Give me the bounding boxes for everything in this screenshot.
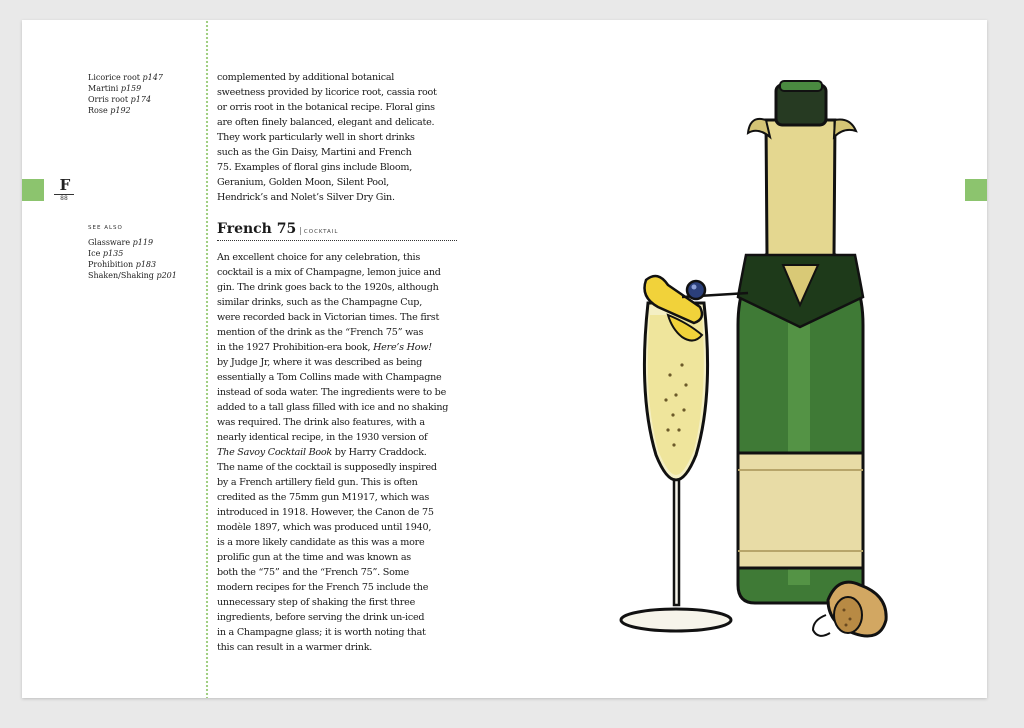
text-line: complemented by additional botanical [217,72,395,83]
see-also-heading: SEE ALSO [88,225,123,231]
french75-illustration [598,75,928,645]
text-line: is a more likely candidate as this was a more [217,537,425,548]
xref-item [88,94,198,105]
see-also-item [88,248,198,259]
xref-item [88,72,198,83]
xref-name: Glassware [88,238,131,247]
champagne-flute-illustration [621,276,748,631]
text-line: gin. The drink goes back to the 1920s, although [217,282,439,293]
book-spread [22,20,987,698]
section-tab-marker [965,179,987,201]
section-letter: F [59,176,71,194]
left-page [22,20,506,698]
book-title-italic: Here’s How! [373,342,432,353]
text-line: prolific gun at the time and was known as [217,552,411,563]
xref-page: p183 [135,260,157,269]
xref-item [88,105,198,116]
text-line: Geranium, Golden Moon, Silent Pool, [217,177,389,188]
text-line: nearly identical recipe, in the 1930 version of [217,432,428,443]
text-line: were recorded back in Victorian times. The first [217,312,440,323]
text-line: added to a tall glass filled with ice and no shaking [217,402,449,413]
text-line: or orris root in the botanical recipe. Floral gins [217,102,435,113]
french75-paragraph [217,250,462,655]
text-fragment: by Harry Craddock. [332,447,427,458]
entry-heading [217,218,457,241]
text-line: introduced in 1918. However, the Canon de 75 [217,507,434,518]
text-line: mention of the drink as the “French 75” was [217,327,424,338]
text-line: credited as the 75mm gun M1917, which was [217,492,430,503]
text-line: sweetness provided by licorice root, cassia root [217,87,437,98]
xref-name: Prohibition [88,260,134,269]
xref-page: p159 [120,84,142,93]
xref-name: Rose [88,106,108,115]
text-line: similar drinks, such as the Champagne Cup, [217,297,423,308]
text-line: this can result in a warmer drink. [217,642,373,653]
floral-gin-paragraph [217,70,462,205]
text-line [217,445,462,460]
text-line: They work particularly well in short drinks [217,132,415,143]
text-line: 75. Examples of floral gins include Bloom, [217,162,413,173]
section-tab-marker [22,179,44,201]
xref-page: p147 [142,73,163,82]
xref-name: Licorice root [88,73,140,82]
entry-category: COCKTAIL [303,229,339,235]
xref-name: Shaken/Shaking [88,271,154,280]
text-line: by a French artillery field gun. This is often [217,477,418,488]
xref-page: p174 [130,95,152,104]
text-line: An excellent choice for any celebration, this [217,252,421,263]
text-line: such as the Gin Daisy, Martini and French [217,147,412,158]
dotted-column-rule [205,20,209,698]
xref-page: p135 [102,249,124,258]
xref-name: Orris root [88,95,129,104]
xref-name: Ice [88,249,101,258]
right-page [506,20,987,698]
text-line: cocktail is a mix of Champagne, lemon juice and [217,267,441,278]
xref-item [88,83,198,94]
see-also-list [88,223,198,281]
text-line: in a Champagne glass; it is worth noting that [217,627,426,638]
page-number: 88 [60,195,68,202]
see-also-item [88,237,198,248]
see-also-item [88,259,198,270]
see-also-item [88,270,198,281]
text-line: was required. The drink also features, with a [217,417,425,428]
xref-page: p119 [132,238,154,247]
book-title-italic: The Savoy Cocktail Book [217,447,332,458]
cross-reference-list [88,72,198,116]
text-line: are often finely balanced, elegant and delicate. [217,117,435,128]
xref-page: p192 [110,106,131,115]
xref-name: Martini [88,84,119,93]
text-fragment: in the 1927 Prohibition-era book, [217,342,374,353]
text-line: The name of the cocktail is supposedly inspired [217,462,437,473]
text-line: unnecessary step of shaking the first three [217,597,416,608]
text-line: by Judge Jr, where it was described as being [217,357,423,368]
text-line: ingredients, before serving the drink un-iced [217,612,425,623]
champagne-bottle-illustration [738,81,863,603]
text-line: both the “75” and the “French 75”. Some [217,567,409,578]
text-line: instead of soda water. The ingredients were to be [217,387,446,398]
entry-title: French 75 [217,221,297,237]
text-line: modèle 1897, which was produced until 1940, [217,522,432,533]
text-line: essentially a Tom Collins made with Champagne [217,372,442,383]
text-line [217,340,462,355]
entry-separator: | [299,226,302,235]
text-line: modern recipes for the French 75 include the [217,582,429,593]
xref-page: p201 [156,271,177,280]
text-line: Hendrick’s and Nolet’s Silver Dry Gin. [217,192,395,203]
